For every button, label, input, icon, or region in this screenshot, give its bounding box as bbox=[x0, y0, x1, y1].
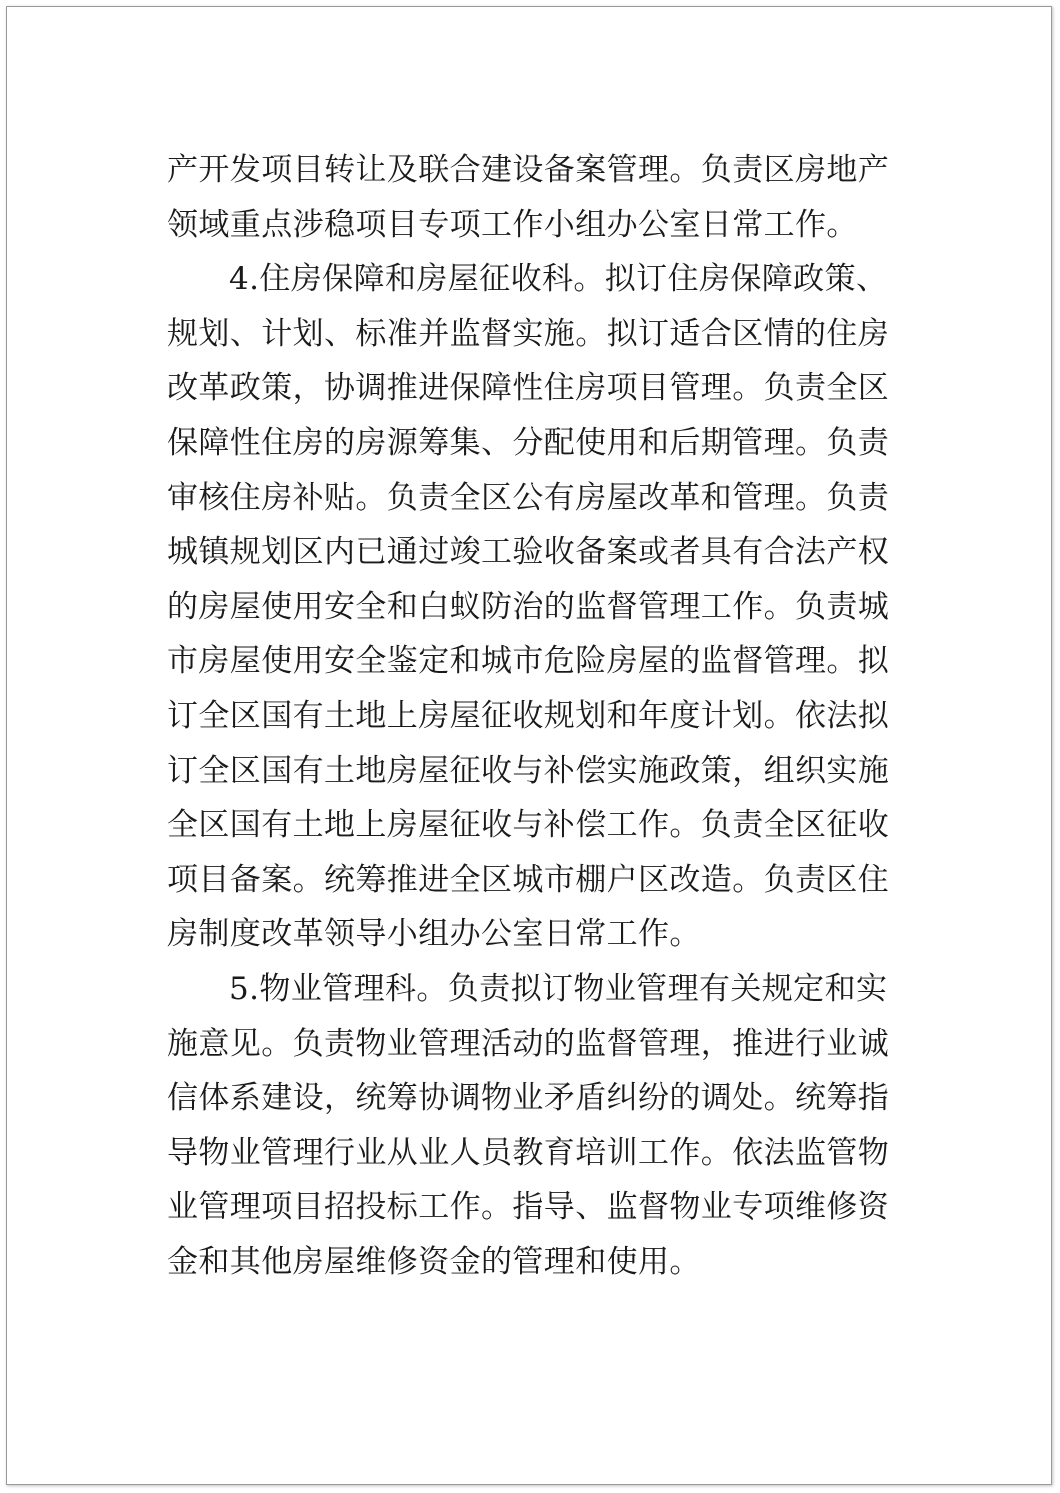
text-line: 金和其他房屋维修资金的管理和使用。 bbox=[167, 1243, 701, 1280]
text-line: 施意见。负责物业管理活动的监督管理，推进行业诚 bbox=[167, 1025, 890, 1062]
text-line: 导物业管理行业从业人员教育培训工作。依法监管物 bbox=[167, 1134, 890, 1171]
text-line: 产开发项目转让及联合建设备案管理。负责区房地产 bbox=[167, 152, 890, 188]
text-line: 规划、计划、标准并监督实施。拟订适合区情的住房 bbox=[167, 315, 890, 352]
text-line: 信体系建设，统筹协调物业矛盾纠纷的调处。统筹指 bbox=[167, 1080, 890, 1117]
text-line: 城镇规划区内已通过竣工验收备案或者具有合法产权 bbox=[167, 534, 890, 571]
document-page bbox=[6, 6, 1052, 1485]
text-line: 项目备案。统筹推进全区城市棚户区改造。负责区住 bbox=[167, 861, 890, 898]
text-line: 审核住房补贴。负责全区公有房屋改革和管理。负责 bbox=[167, 479, 890, 516]
text-line: 的房屋使用安全和白蚁防治的监督管理工作。负责城 bbox=[167, 588, 890, 625]
section-5-heading-line: 5.物业管理科。负责拟订物业管理有关规定和实 bbox=[229, 970, 888, 1007]
section-4-heading-line: 4.住房保障和房屋征收科。拟订住房保障政策、 bbox=[229, 261, 888, 298]
text-line: 改革政策，协调推进保障性住房项目管理。负责全区 bbox=[167, 370, 890, 407]
text-line: 领域重点涉稳项目专项工作小组办公室日常工作。 bbox=[167, 206, 858, 243]
text-line: 全区国有土地上房屋征收与补偿工作。负责全区征收 bbox=[167, 807, 890, 844]
text-line: 保障性住房的房源筹集、分配使用和后期管理。负责 bbox=[167, 424, 890, 461]
document-body bbox=[167, 143, 907, 1289]
text-line: 房制度改革领导小组办公室日常工作。 bbox=[167, 916, 701, 953]
text-line: 订全区国有土地房屋征收与补偿实施政策，组织实施 bbox=[167, 752, 890, 789]
text-line: 订全区国有土地上房屋征收规划和年度计划。依法拟 bbox=[167, 697, 890, 734]
text-line: 市房屋使用安全鉴定和城市危险房屋的监督管理。拟 bbox=[167, 643, 890, 680]
text-line: 业管理项目招投标工作。指导、监督物业专项维修资 bbox=[167, 1189, 890, 1226]
